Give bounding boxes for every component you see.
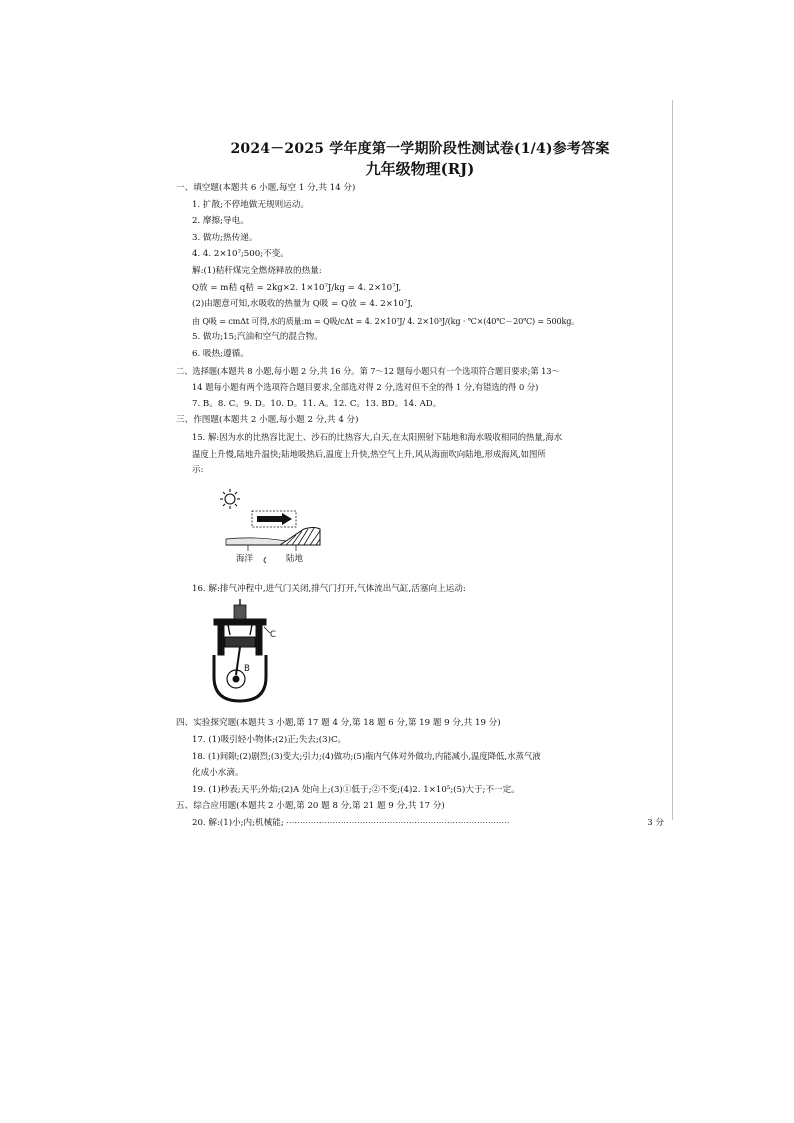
answer-4-solution-line-4: 由 Q吸 = cmΔt 可得,水的质量:m = Q吸/cΔt = 4. 2×10⁷J/ 4. 2×10³J/(kg · ℃×(40℃－20℃) = 500kg。 xyxy=(192,315,580,326)
sea-breeze-diagram xyxy=(216,479,336,575)
wind-arrow-icon xyxy=(252,511,296,527)
answer-20-score: 3 分 xyxy=(647,817,664,828)
answer-4-solution-line-1: 解:(1)秸秆煤完全燃烧释放的热量: xyxy=(192,265,322,276)
piston-label-b: B xyxy=(244,664,250,675)
answer-4: 4. 4. 2×10⁷;500;不变。 xyxy=(192,249,289,260)
exhaust-stroke-diagram xyxy=(208,597,288,715)
answer-4-solution-line-3: (2)由题意可知,水吸收的热量为 Q吸 = Q放 = 4. 2×10⁷J, xyxy=(192,299,414,310)
answer-20-text: 20. 解:(1)小;内;机械能; xyxy=(192,817,284,828)
answer-6: 6. 吸热;遵循。 xyxy=(192,348,249,359)
sea-icon xyxy=(226,538,288,545)
answer-3: 3. 做功;热传递。 xyxy=(192,232,258,243)
page-edge-line xyxy=(672,100,673,820)
answer-17: 17. (1)吸引轻小物体;(2)正;失去;(3)C。 xyxy=(192,734,347,745)
section-heading-drawing: 三、作图题(本题共 2 小题,每小题 2 分,共 4 分) xyxy=(176,415,359,426)
valve-label-c: C xyxy=(270,630,276,641)
answer-4-solution-line-2: Q放 = m秸 q秸 = 2kg×2. 1×10⁷J/kg = 4. 2×10⁷J, xyxy=(192,282,402,293)
answer-20 xyxy=(176,815,664,832)
answer-19: 19. (1)秒表;天平;外焰;(2)A 处向上;(3)①低于;②不变;(4)2. 1×10⁵;(5)大于;不一定。 xyxy=(192,784,520,795)
sea-label: 海洋 xyxy=(236,553,254,564)
answer-15-line-3: 示: xyxy=(192,465,204,476)
section-heading-application: 五、综合应用题(本题共 2 小题,第 20 题 8 分,第 21 题 9 分,共 17 分) xyxy=(176,801,445,812)
page-subtitle: 九年级物理(RJ) xyxy=(365,160,475,178)
answer-2: 2. 摩擦;导电。 xyxy=(192,216,249,227)
engine-cylinder-icon xyxy=(214,599,270,701)
choice-answers: 7. B。8. C。9. D。10. D。11. A。12. C。13. BD。14. AD。 xyxy=(192,398,442,409)
land-label: 陆地 xyxy=(286,553,304,564)
engine-figure xyxy=(208,597,664,715)
answer-18-line-1: 18. (1)间隙;(2)剧烈;(3)变大;引力;(4)做功;(5)瓶内气体对外做功,内能减小,温度降低,水蒸气液 xyxy=(192,751,541,762)
answer-5: 5. 做功;15;汽油和空气的混合物。 xyxy=(192,332,323,343)
answer-18-line-2: 化成小水滴。 xyxy=(192,768,244,779)
answer-sheet xyxy=(176,140,664,831)
answer-20-leader-dots: ·················································································· xyxy=(286,818,510,827)
answer-1: 1. 扩散;不停地做无规则运动。 xyxy=(192,199,309,210)
page-title: 2024－2025 学年度第一学期阶段性测试卷(1/4)参考答案 xyxy=(230,141,610,157)
section-heading-experiment: 四、实验探究题(本题共 3 小题,第 17 题 4 分,第 18 题 6 分,第 19 题 9 分,共 19 分) xyxy=(176,718,501,729)
sea-breeze-figure xyxy=(216,479,664,575)
section-heading-multiple-choice-cont: 14 题每小题有两个选项符合题目要求,全部选对得 2 分,选对但不全的得 1 分,有错选的得 0 分) xyxy=(192,382,539,393)
answer-15-line-2: 温度上升慢,陆地升温快;陆地吸热后,温度上升快,热空气上升,风从海面吹向陆地,形成海风,如图所 xyxy=(192,448,546,459)
section-heading-fill-blank: 一、填空题(本题共 6 小题,每空 1 分,共 14 分) xyxy=(176,183,356,193)
section-heading-multiple-choice: 二、选择题(本题共 8 小题,每小题 2 分,共 16 分。第 7～12 题每小题只有一个选项符合题目要求;第 13～ xyxy=(176,365,560,376)
answer-15-line-1: 15. 解:因为水的比热容比泥土、沙石的比热容大,白天,在太阳照射下陆地和海水吸收相同的热量,海水 xyxy=(192,431,563,442)
sun-icon xyxy=(220,489,240,509)
answer-16: 16. 解:排气冲程中,进气门关闭,排气门打开,气体流出气缸,活塞向上运动: xyxy=(192,583,466,594)
